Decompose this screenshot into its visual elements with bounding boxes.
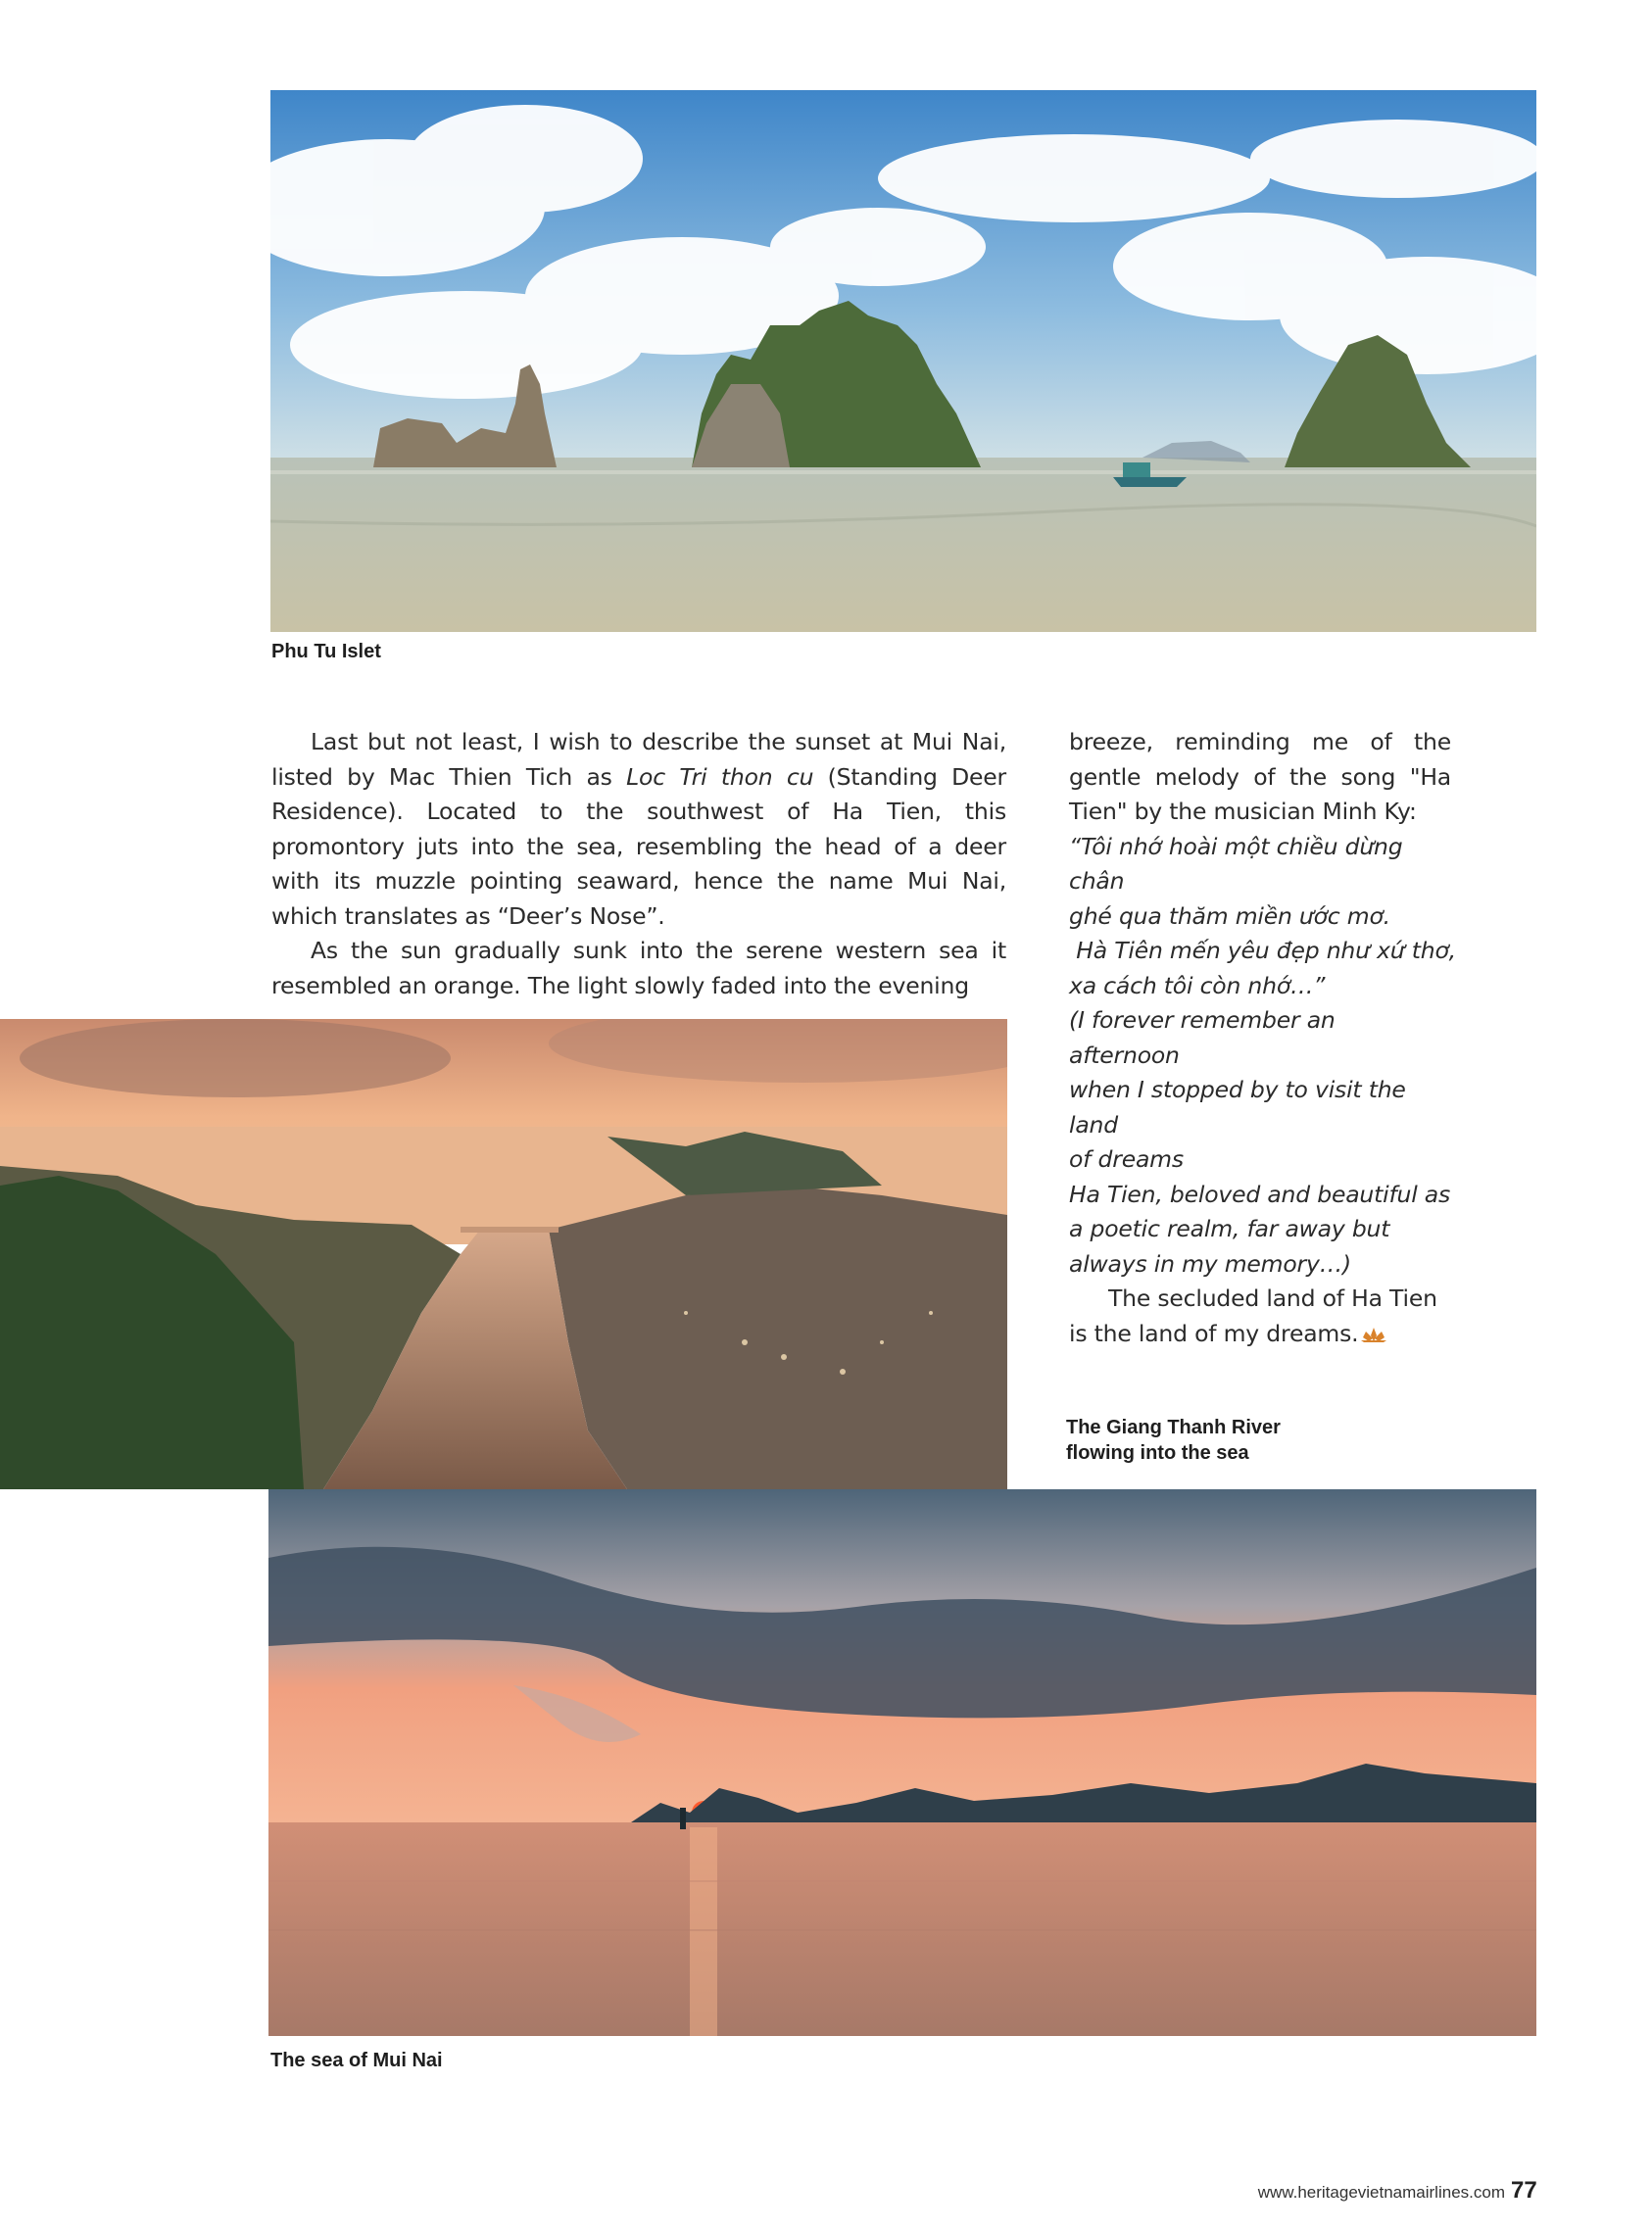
poem-en-line-3: of dreams [1069, 1145, 1184, 1173]
photo-caption-phu-tu: Phu Tu Islet [271, 641, 381, 662]
photo-caption-mui-nai: The sea of Mui Nai [270, 2050, 443, 2071]
paragraph-continued: breeze, reminding me of the gentle melody of the song "Ha Tien" by the musician Minh Ky: [1069, 728, 1451, 825]
poem-en-line-5: a poetic realm, far away but [1069, 1215, 1390, 1242]
photo-phu-tu-islet [270, 90, 1536, 632]
photo-giang-thanh-river [0, 1019, 1007, 1489]
page-number: 77 [1511, 2177, 1537, 2204]
lotus-end-mark-icon [1360, 1326, 1387, 1343]
poem-en-line-4: Ha Tien, beloved and beautiful as [1069, 1180, 1451, 1208]
poem-en-line-6: always in my memory…) [1069, 1249, 1351, 1278]
paragraph-mui-nai: Last but not least, I wish to describe the sunset at Mui Nai, listed by Mac Thien Tich as Loc Tri thon cu (Standing Deer Residence). Located to the southwest of Ha Tien, this promontory juts into the sea, resembling the head of a deer with its muzzle pointing seaward, hence the name Mui Nai, which translates as “Deer’s Nose”. [271, 728, 1007, 930]
photo-caption-river [1066, 1415, 1360, 1466]
footer-website-url: www.heritagevietnamairlines.com [1257, 2183, 1505, 2202]
poem-en-line-2: when I stopped by to visit the land [1069, 1076, 1406, 1139]
poem-vi-line-2: ghé qua thăm miền ước mơ. [1069, 901, 1390, 930]
poem-vi-line-4: xa cách tôi còn nhớ…” [1069, 971, 1326, 999]
poem-en-line-1: (I forever remember an afternoon [1069, 1006, 1336, 1069]
article-column-left [271, 725, 1006, 1003]
paragraph-closing: The secluded land of Ha Tien is the land of my dreams. [1069, 1285, 1437, 1347]
poem-vi-line-3: Hà Tiên mến yêu đẹp như xứ thơ, [1069, 937, 1456, 964]
article-column-right [1069, 725, 1456, 1351]
poem-vi-line-1: “Tôi nhớ hoài một chiều dừng chân [1069, 832, 1403, 895]
paragraph-sunset: As the sun gradually sunk into the serene western sea it resembled an orange. The light slowly faded into the evening [271, 937, 1006, 999]
photo-caption-river-line-1: The Giang Thanh River [1066, 1417, 1281, 1438]
italic-loc-tri: Loc Tri thon cu [626, 762, 814, 791]
photo-mui-nai-sea [268, 1489, 1536, 2036]
photo-caption-river-line-2: flowing into the sea [1066, 1442, 1249, 1464]
